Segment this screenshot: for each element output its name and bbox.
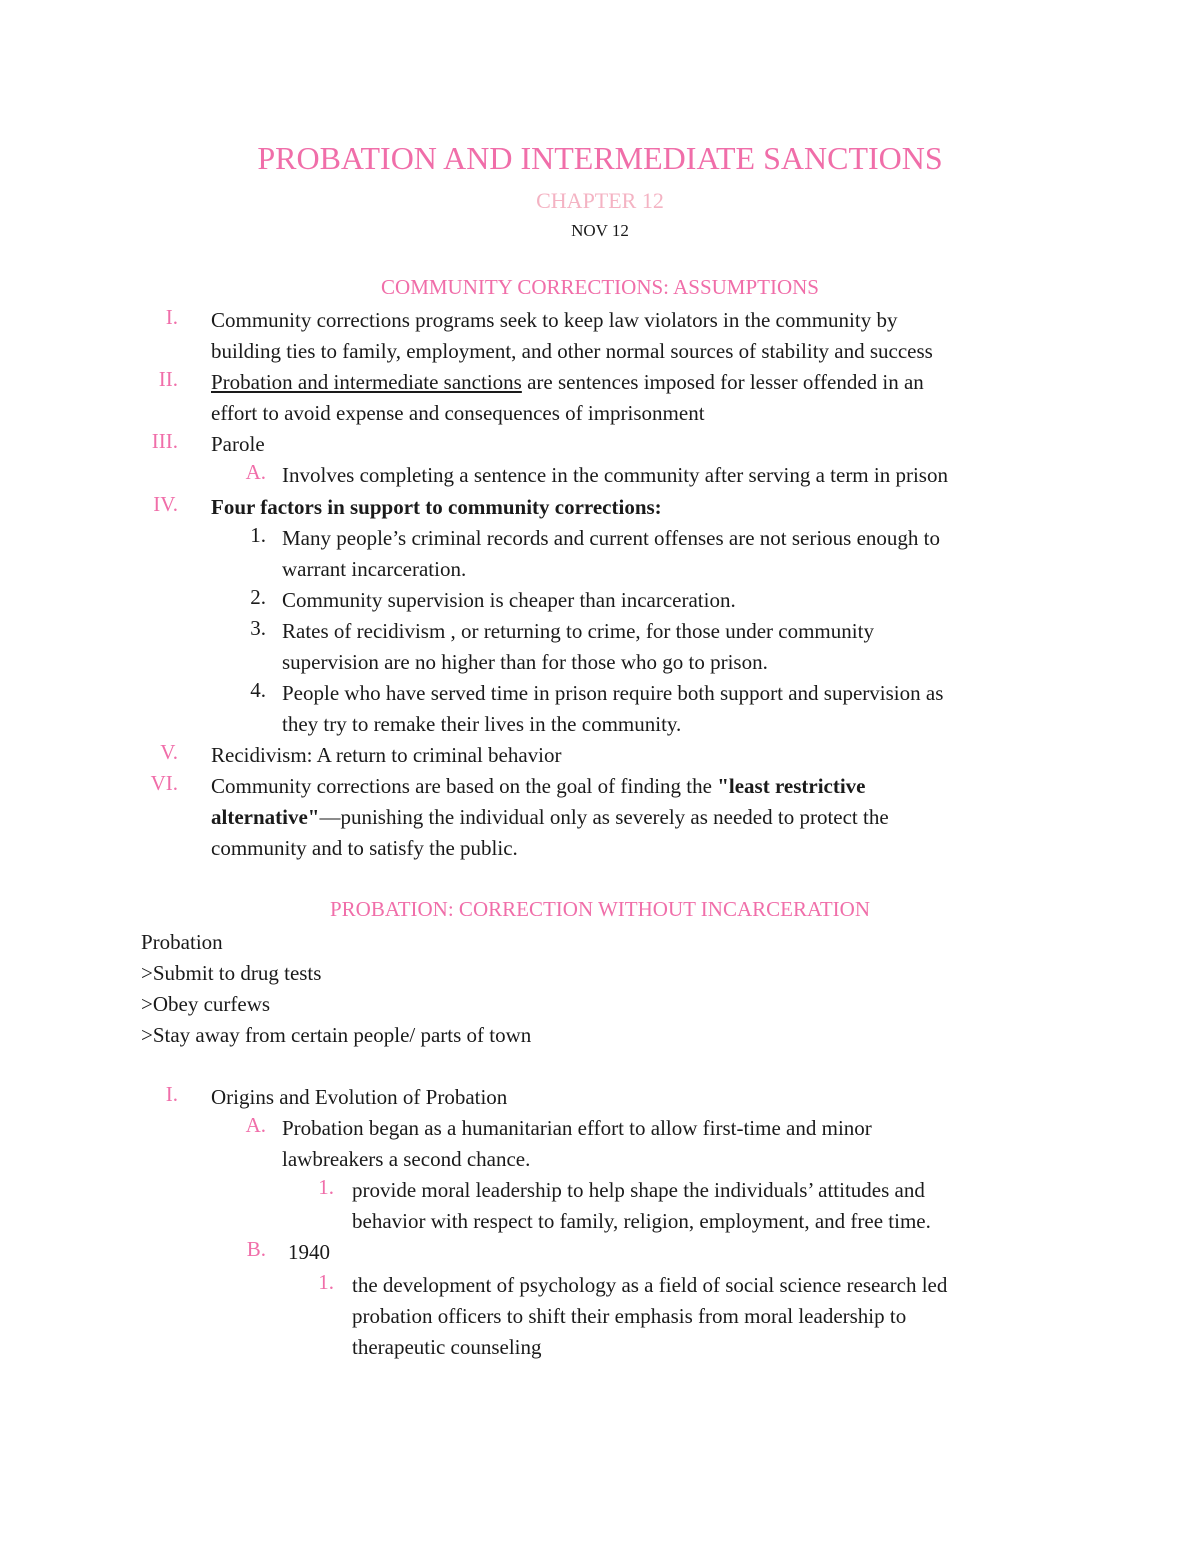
outline-marker: I.: [165, 1082, 178, 1106]
outline-marker: V.: [160, 740, 178, 764]
list-item-text: therapeutic counseling: [352, 1335, 542, 1359]
list-item-text: probation officers to shift their emphasis from moral leadership to: [352, 1304, 907, 1328]
outline-marker: IV.: [153, 492, 178, 516]
list-item-text: effort to avoid expense and consequences of imprisonment: [211, 401, 705, 425]
list-item-text: warrant incarceration.: [282, 557, 467, 581]
outline-marker: I.: [165, 305, 178, 329]
list-item-text: Community supervision is cheaper than incarceration.: [282, 588, 736, 612]
underlined-term: Probation and intermediate sanctions: [211, 370, 522, 394]
paragraph-line: >Submit to drug tests: [141, 961, 322, 985]
outline-marker: B.: [246, 1237, 266, 1261]
list-item-text: the development of psychology as a field of social science research led: [352, 1273, 948, 1297]
paragraph-line: Probation: [141, 930, 223, 954]
outline-marker: A.: [245, 460, 266, 484]
outline-marker: 1.: [318, 1175, 334, 1199]
outline-marker: 4.: [250, 678, 266, 702]
list-item-text: provide moral leadership to help shape the individuals’ attitudes and: [352, 1178, 925, 1202]
list-item-text: Rates of recidivism , or returning to crime, for those under community: [282, 619, 874, 643]
list-item-text: People who have served time in prison require both support and supervision as: [282, 681, 944, 705]
outline-marker: A.: [245, 1113, 266, 1137]
list-item-text: 1940: [288, 1240, 330, 1264]
list-item-text: Probation began as a humanitarian effort to allow first-time and minor: [282, 1116, 872, 1140]
outline-marker: VI.: [150, 771, 178, 795]
document-title: PROBATION AND INTERMEDIATE SANCTIONS: [257, 140, 943, 176]
list-item-text: behavior with respect to family, religion, employment, and free time.: [352, 1209, 931, 1233]
section-heading-probation: PROBATION: CORRECTION WITHOUT INCARCERATION: [330, 897, 870, 921]
paragraph-line: >Obey curfews: [141, 992, 271, 1016]
date-label: NOV 12: [571, 221, 629, 240]
chapter-label: CHAPTER 12: [536, 188, 664, 213]
outline-marker: II.: [158, 367, 178, 391]
list-item-text: Recidivism: A return to criminal behavior: [211, 743, 562, 767]
list-item-text: Many people’s criminal records and current offenses are not serious enough to: [282, 526, 940, 550]
section-heading-community-corrections: COMMUNITY CORRECTIONS: ASSUMPTIONS: [381, 275, 819, 299]
list-item-text: Origins and Evolution of Probation: [211, 1085, 508, 1109]
outline-marker: 3.: [250, 616, 266, 640]
list-item-text: Four factors in support to community corrections:: [211, 495, 662, 519]
list-item-text: Community corrections are based on the goal of finding the "least restrictive: [211, 774, 866, 798]
list-item-text: Probation and intermediate sanctions are sentences imposed for lesser offended in an: [211, 370, 924, 394]
outline-marker: III.: [151, 429, 178, 453]
outline-marker: 2.: [250, 585, 266, 609]
list-item-text: building ties to family, employment, and other normal sources of stability and success: [211, 339, 933, 363]
paragraph-line: >Stay away from certain people/ parts of town: [141, 1023, 532, 1047]
list-item-text: alternative"—punishing the individual only as severely as needed to protect the: [211, 805, 889, 829]
list-item-text: community and to satisfy the public.: [211, 836, 518, 860]
list-item-text: Community corrections programs seek to keep law violators in the community by: [211, 308, 898, 332]
list-item-text: Parole: [211, 432, 265, 456]
outline-marker: 1.: [250, 523, 266, 547]
list-item-text: they try to remake their lives in the community.: [282, 712, 682, 736]
outline-marker: 1.: [318, 1270, 334, 1294]
list-item-text: lawbreakers a second chance.: [282, 1147, 531, 1171]
list-item-text: Involves completing a sentence in the community after serving a term in prison: [282, 463, 948, 487]
list-item-text: supervision are no higher than for those who go to prison.: [282, 650, 768, 674]
